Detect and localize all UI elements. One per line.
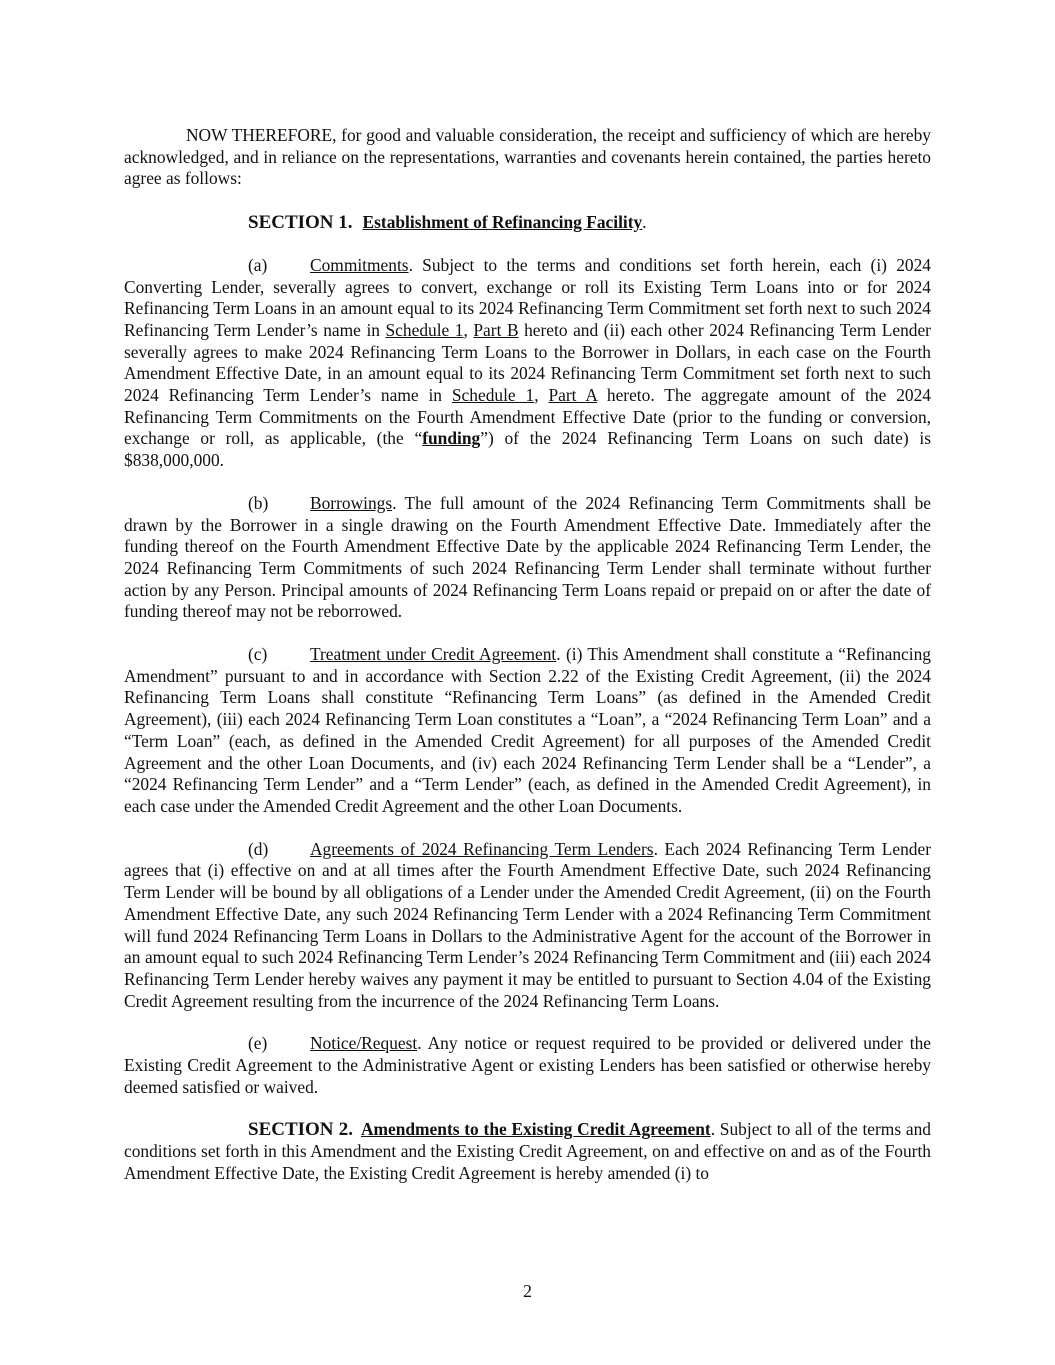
paragraph-a-text-2: hereto and (ii) each other 2024 Refinancing Term Lender severally agrees to make 2024 Refinancing Term Loans to the Borrower in Dollars, in each case on the Fourth Amendment Effective Date, in an amount equal to its 2024 Refinancing Term Commitment set forth next to such 2024 Refinancing Term Lender’s name in — [124, 319, 931, 406]
paragraph-a-text-1: . Subject to the terms and conditions set forth herein, each (i) 2024 Converting Lender, severally agrees to convert, exchange or roll its Existing Term Loans into or for 2024 Refinancing Term Loans in an amount equal to its 2024 Refinancing Term Commitment set forth next to such 2024 Refinancing Term Lender’s name in — [124, 254, 931, 340]
paragraph-e-letter: (e) — [248, 1033, 268, 1054]
intro-paragraph: NOW THEREFORE, for good and valuable consideration, the receipt and sufficiency of which are hereby acknowledged, and in reliance on the representations, warranties and covenants herein contained, the parties hereto agree as follows: — [124, 125, 931, 189]
section-2-title: Amendments to the Existing Credit Agreement — [360, 1119, 711, 1140]
paragraph-e-text: . Any notice or request required to be provided or delivered under the Existing Credit Agreement to the Administrative Agent or existing Lenders has been satisfied or otherwise hereby deemed satisfied or waived. — [124, 1033, 931, 1097]
paragraph-a-text-3: hereto. The aggregate amount of the 2024 Refinancing Term Commitments on the Fourth Amendment Effective Date (prior to the funding or conversion, exchange or roll, as applicable, (the “ — [124, 385, 931, 449]
paragraph-a-text-4: ”) of the 2024 Refinancing Term Loans on such date) is $838,000,000. — [124, 428, 931, 471]
section-1-heading — [124, 212, 931, 234]
section-2-number: SECTION 2. — [248, 1119, 353, 1141]
comma-1: , — [463, 319, 474, 340]
paragraph-e-heading: Notice/Request — [310, 1033, 418, 1054]
section-2-text: . Subject to all of the terms and conditions set forth in this Amendment and the Existing Credit Agreement, on and effective on and as of the Fourth Amendment Effective Date, the Existing Credit Agreement is hereby amended (i) to — [124, 1119, 931, 1183]
paragraph-d-heading: Agreements of 2024 Refinancing Term Lenders — [310, 838, 654, 859]
comma-2: , — [534, 385, 549, 406]
paragraph-a — [124, 255, 931, 472]
section-1-title: Establishment of Refinancing Facility — [362, 212, 643, 233]
part-b-reference: Part B — [473, 319, 519, 340]
paragraph-a-letter: (a) — [248, 254, 268, 275]
schedule-1-reference-a: Schedule 1 — [451, 385, 535, 406]
paragraph-b — [124, 493, 931, 623]
schedule-1-reference-b: Schedule 1 — [385, 319, 464, 340]
paragraph-c-heading: Treatment under Credit Agreement — [310, 644, 557, 665]
section-1-period: . — [642, 212, 647, 233]
paragraph-e — [124, 1033, 931, 1098]
paragraph-b-text: . The full amount of the 2024 Refinancing Term Commitments shall be drawn by the Borrower in a single drawing on the Fourth Amendment Effective Date. Immediately after the funding thereof on the Fourth Amendment Effective Date by the applicable 2024 Refinancing Term Lender, the 2024 Refinancing Term Commitments of such 2024 Refinancing Term Lender shall terminate without further action by any Person. Principal amounts of 2024 Refinancing Term Loans repaid or prepaid on or after the date of funding thereof may not be reborrowed. — [124, 492, 931, 622]
paragraph-d — [124, 839, 931, 1013]
paragraph-b-letter: (b) — [248, 492, 269, 513]
part-a-reference: Part A — [548, 385, 597, 406]
section-1-number: SECTION 1. — [248, 212, 353, 234]
page-body — [124, 125, 931, 1185]
page-number: 2 — [523, 1281, 532, 1301]
paragraph-b-heading: Borrowings — [310, 492, 393, 513]
section-2-paragraph — [124, 1119, 931, 1184]
paragraph-c-text: . (i) This Amendment shall constitute a “Refinancing Amendment” pursuant to and in accordance with Section 2.22 of the Existing Credit Agreement, (ii) the 2024 Refinancing Term Loans shall constitute “Refinancing Term Loans” (as defined in the Amended Credit Agreement), (iii) each 2024 Refinancing Term Loan constitutes a “Loan”, a “2024 Refinancing Term Loan” and a “Term Loan” (each, as defined in the Amended Credit Agreement) for all purposes of the Amended Credit Agreement and the other Loan Documents, and (iv) each 2024 Refinancing Term Lender shall be a “Lender”, a “2024 Refinancing Term Lender” and a “Term Lender” (each, as defined in the Amended Credit Agreement), in each case under the Amended Credit Agreement and the other Loan Documents. — [124, 644, 931, 816]
paragraph-d-letter: (d) — [248, 838, 269, 859]
funding-defined-term: funding — [422, 428, 481, 449]
paragraph-c-letter: (c) — [248, 644, 268, 665]
paragraph-c — [124, 644, 931, 818]
paragraph-d-text: . Each 2024 Refinancing Term Lender agrees that (i) effective on and at all times after the Fourth Amendment Effective Date, such 2024 Refinancing Term Lender will be bound by all obligations of a Lender under the Amended Credit Agreement, (ii) on the Fourth Amendment Effective Date, any such 2024 Refinancing Term Lender with a 2024 Refinancing Term Commitment will fund 2024 Refinancing Term Loans in Dollars to the Administrative Agent for the account of the Borrower in an amount equal to such 2024 Refinancing Term Lender’s 2024 Refinancing Term Commitment and (iii) each 2024 Refinancing Term Lender hereby waives any payment it may be entitled to pursuant to Section 4.04 of the Existing Credit Agreement resulting from the incurrence of the 2024 Refinancing Term Loans. — [124, 838, 931, 1011]
paragraph-a-heading: Commitments — [310, 254, 409, 275]
